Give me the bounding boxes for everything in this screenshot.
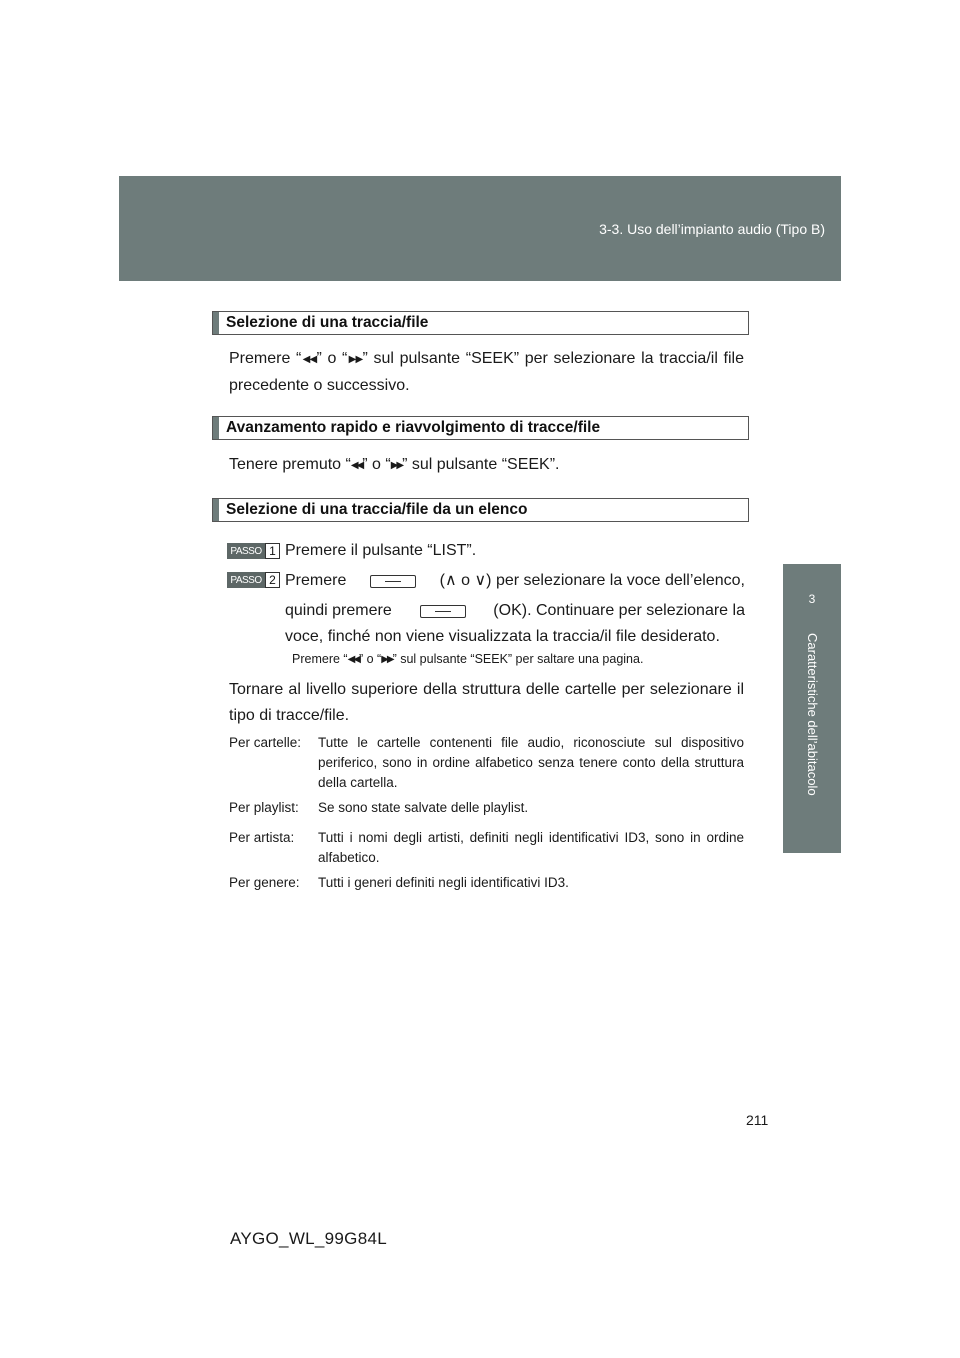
step-2-line-1: Premere (∧ o ∨) per selezionare la voce dell’elenco, xyxy=(285,572,745,589)
chapter-tab-number: 3 xyxy=(783,564,841,633)
chapter-tab-label: Caratteristiche dell’abitacolo xyxy=(805,633,820,796)
step-2-line-3: voce, finché non viene visualizzata la traccia/il file desiderato. xyxy=(285,628,720,645)
rewind-icon: ◀◀ xyxy=(350,460,363,471)
section-heading-list-select: Selezione di una traccia/file da un elenco xyxy=(212,498,749,522)
section-heading-fast-forward: Avanzamento rapido e riavvolgimento di tracce/file xyxy=(212,416,749,440)
step-2-line-2: quindi premere (OK). Continuare per selezionare la xyxy=(285,602,745,619)
page-skip-note: Premere “◀◀” o “▶▶” sul pulsante “SEEK” per saltare una pagina. xyxy=(292,652,644,666)
definition-row: Per artista: Tutti i nomi degli artisti, definiti negli identificativi ID3, sono in ordine alfabetico. xyxy=(229,830,744,865)
step-badge-2: PASSO 2 xyxy=(227,572,281,588)
header-band xyxy=(119,176,841,281)
chapter-title: 3-3. Uso dell’impianto audio (Tipo B) xyxy=(599,221,825,237)
definition-row: Per genere: Tutti i generi definiti negli identificativi ID3. xyxy=(229,875,569,890)
step-badge-1: PASSO 1 xyxy=(227,543,281,559)
rewind-icon: ◀◀ xyxy=(347,654,359,665)
rewind-icon: ◀◀ xyxy=(301,354,317,365)
chapter-tab xyxy=(783,633,841,853)
fast-forward-icon: ▶▶ xyxy=(381,654,393,665)
definition-row: Per playlist: Se sono state salvate delle playlist. xyxy=(229,800,529,815)
definition-row: Per cartelle: Tutte le cartelle contenenti file audio, riconosciute sul dispositivo periferico, sono in ordine alfabetico senza tenere conto della struttura della cartella. xyxy=(229,735,744,790)
paragraph-fast-forward: Tenere premuto “◀◀” o “▶▶” sul pulsante “SEEK”. xyxy=(229,456,560,473)
paragraph-folder-return: Tornare al livello superiore della struttura delle cartelle per selezionare il tipo di tracce/file. xyxy=(229,681,744,724)
fast-forward-icon: ▶▶ xyxy=(390,460,403,471)
step-1-text: Premere il pulsante “LIST”. xyxy=(285,542,477,559)
page-number: 211 xyxy=(746,1112,769,1128)
section-heading-track-select: Selezione di una traccia/file xyxy=(212,311,749,335)
ok-button-icon xyxy=(420,605,466,618)
document-code: AYGO_WL_99G84L xyxy=(230,1229,387,1248)
tune-knob-icon xyxy=(370,575,416,588)
paragraph-track-select: Premere “◀◀” o “▶▶” sul pulsante “SEEK” per selezionare la traccia/il file precedente o successivo. xyxy=(229,350,745,394)
fast-forward-icon: ▶▶ xyxy=(347,354,363,365)
